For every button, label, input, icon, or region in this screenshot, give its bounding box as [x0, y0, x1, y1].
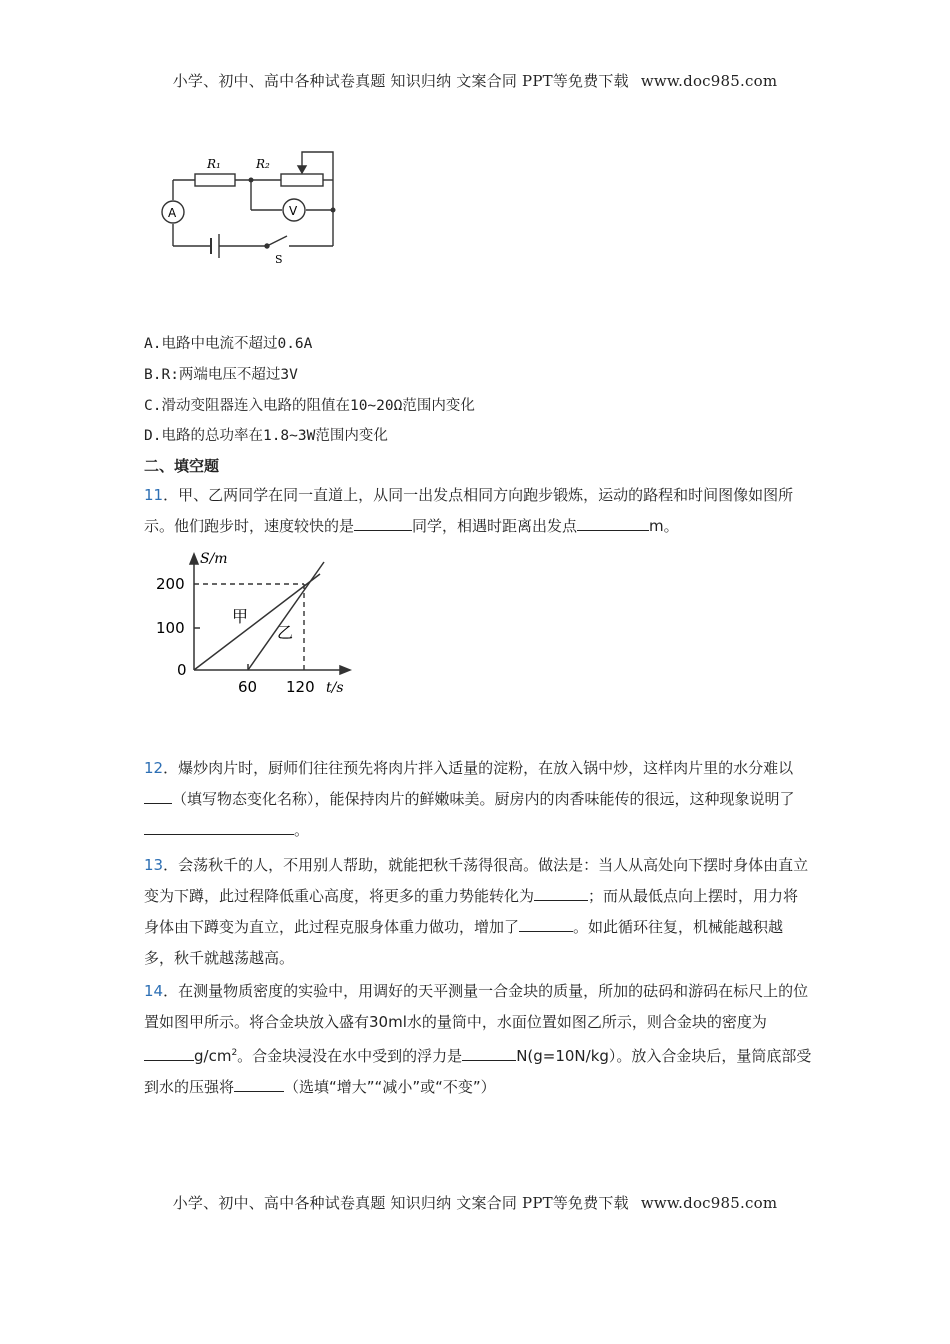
option-d: D.电路的总功率在1.8~3W范围内变化 [144, 428, 388, 444]
answer-blank [144, 789, 172, 804]
distance-time-graph [150, 550, 365, 700]
question-text: 。 [294, 821, 310, 839]
question-text: ．会荡秋千的人，不用别人帮助，就能把秋千荡得很高。做法是：当人从高处向下摆时身体由直立变为下蹲，此过程降低重心高度，将更多的重力势能转化为 [144, 856, 809, 905]
question-number: 14 [144, 982, 164, 1000]
question-text: ；而从最低点向上摆时，用力将身体由下蹲变为直立，此过程克服身体重力做功，增加了 [144, 887, 799, 936]
y-tick-0: 0 [177, 661, 187, 679]
footer-url: www.doc985.com [640, 1194, 778, 1212]
section-title: 二、填空题 [144, 457, 220, 475]
x-tick-120: 120 [286, 678, 315, 696]
page-footer [0, 1192, 950, 1213]
question-text: （填写物态变化名称），能保持肉片的鲜嫩味美。厨房内的肉香味能传的很远，这种现象说明了 [172, 790, 795, 808]
answer-blank [354, 516, 412, 531]
question-text: ．甲、乙两同学在同一直道上，从同一出发点相同方向跑步锻炼，运动的路程和时间图像如图所示。他们跑步时，速度较快的是 [144, 486, 794, 535]
option-a: A.电路中电流不超过0.6A [144, 336, 313, 352]
line-yi [248, 562, 324, 670]
label-yi: 乙 [277, 623, 294, 642]
question-text: 。如此循环往复，机械能越积越多，秋千就越荡越高。 [144, 918, 784, 967]
y-axis-label: S/m [200, 551, 228, 567]
unit-text: g/cm [194, 1047, 232, 1065]
label-ammeter: A [168, 206, 177, 220]
line-jia [194, 574, 320, 670]
label-jia: 甲 [232, 607, 249, 626]
header-url: www.doc985.com [640, 72, 778, 90]
answer-blank [577, 516, 649, 531]
question-text: ．爆炒肉片时，厨师们往往预先将肉片拌入适量的淀粉，在放入锅中炒，这样肉片里的水分难以 [163, 759, 794, 777]
x-tick-60: 60 [238, 678, 258, 696]
option-c: C.滑动变阻器连入电路的阻值在10~20Ω范围内变化 [144, 398, 475, 414]
answer-blank [519, 917, 573, 932]
resistor-r2 [281, 174, 323, 186]
answer-blank [234, 1077, 284, 1092]
question-text: （选填“增大”“减小”或“不变”） [284, 1078, 496, 1096]
question-number: 12 [144, 759, 164, 777]
question-number: 13 [144, 856, 164, 874]
resistor-r1 [195, 174, 235, 186]
header-text: 小学、初中、高中各种试卷真题 知识归纳 文案合同 PPT等免费下载 [172, 72, 629, 90]
label-r1: R₁ [207, 157, 221, 171]
label-switch: S [275, 253, 283, 266]
y-tick-100: 100 [156, 619, 185, 637]
question-11 [144, 480, 812, 542]
answer-blank [462, 1046, 516, 1061]
y-tick-200: 200 [156, 575, 185, 593]
question-13 [144, 850, 812, 974]
question-number: 11 [144, 486, 164, 504]
label-r2: R₂ [256, 157, 270, 171]
question-text: 。合金块浸没在水中受到的浮力是 [237, 1047, 463, 1065]
circuit-diagram [155, 148, 345, 268]
label-voltmeter: V [289, 204, 298, 218]
question-14 [144, 976, 812, 1103]
question-text: N(g=10N/kg）。放入合金块后，量筒底部受到水的压强将 [144, 1047, 812, 1096]
x-axis-label: t/s [326, 680, 344, 696]
question-12 [144, 753, 812, 846]
question-text: ．在测量物质密度的实验中，用调好的天平测量一合金块的质量，所加的砝码和游码在标尺上的位置如图甲所示。将合金块放入盛有30ml水的量筒中，水面位置如图乙所示，则合金块的密度为 [144, 982, 809, 1031]
answer-blank [534, 886, 588, 901]
answer-blank [144, 820, 294, 835]
page-header [0, 70, 950, 91]
answer-blank [144, 1046, 194, 1061]
option-b: B.R:两端电压不超过3V [144, 367, 298, 383]
question-text: m。 [649, 517, 679, 535]
unit-superscript: 2 [231, 1048, 238, 1058]
footer-text: 小学、初中、高中各种试卷真题 知识归纳 文案合同 PPT等免费下载 [172, 1194, 629, 1212]
question-text: 同学，相遇时距离出发点 [412, 517, 578, 535]
